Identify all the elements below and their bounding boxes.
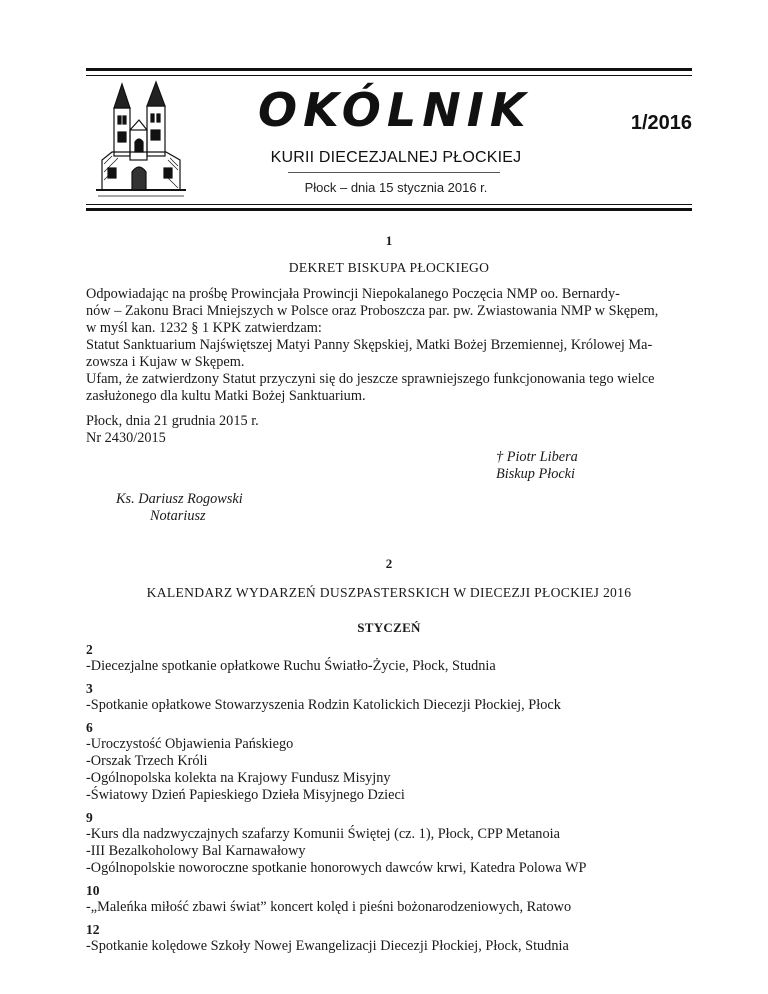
event-item: -„Maleńka miłość zbawi świat” koncert kolęd i pieśni bożonarodzeniowych, Ratowo bbox=[86, 899, 572, 915]
dateline: Płock – dnia 15 stycznia 2016 r. bbox=[304, 180, 488, 195]
notary-name: Ks. Dariusz Rogowski bbox=[116, 491, 243, 507]
calendar-day bbox=[86, 809, 692, 877]
calendar-day bbox=[86, 680, 692, 714]
decree-ref-number: Nr 2430/2015 bbox=[86, 430, 166, 446]
decree-para2-l2: zowsza i Kujaw w Skępem. bbox=[86, 354, 245, 370]
header-bottom-rule-thin bbox=[86, 204, 692, 205]
document-body bbox=[86, 232, 692, 955]
event-item: -III Bezalkoholowy Bal Karnawałowy bbox=[86, 843, 306, 859]
day-number: 2 bbox=[86, 642, 93, 657]
section-1-number: 1 bbox=[385, 233, 393, 248]
event-item: -Uroczystość Objawienia Pańskiego bbox=[86, 736, 294, 752]
calendar-list bbox=[86, 641, 692, 955]
day-number: 12 bbox=[86, 922, 100, 937]
church-logo bbox=[92, 80, 190, 200]
decree-para3-l1: Ufam, że zatwierdzony Statut przyczyni się do jeszcze sprawniejszego funkcjonowania tego wielce bbox=[86, 371, 655, 387]
day-number: 3 bbox=[86, 681, 93, 696]
section-2-number: 2 bbox=[385, 556, 393, 571]
day-number: 6 bbox=[86, 720, 93, 735]
calendar-day bbox=[86, 882, 692, 916]
decree-para1-l3: w myśl kan. 1232 § 1 KPK zatwierdzam: bbox=[86, 320, 322, 336]
day-number: 9 bbox=[86, 810, 93, 825]
event-item: -Ogólnopolska kolekta na Krajowy Fundusz Misyjny bbox=[86, 770, 391, 786]
calendar-day bbox=[86, 719, 692, 804]
day-number: 10 bbox=[86, 883, 100, 898]
event-item: -Spotkanie kolędowe Szkoły Nowej Ewangelizacji Diecezji Płockiej, Płock, Studnia bbox=[86, 938, 569, 954]
calendar-day bbox=[86, 641, 692, 675]
masthead-title: OKÓLNIK bbox=[258, 83, 532, 137]
decree-para1-l2: nów – Zakonu Braci Mniejszych w Polsce oraz Proboszcza par. pw. Zwiastowania NMP w Skępem, bbox=[86, 303, 659, 319]
bishop-title: Biskup Płocki bbox=[496, 466, 576, 482]
section-1-title: DEKRET BISKUPA PŁOCKIEGO bbox=[288, 260, 490, 275]
header-top-rule bbox=[86, 68, 692, 71]
bishop-name: † Piotr Libera bbox=[496, 449, 578, 465]
header-top-rule-thin bbox=[86, 75, 692, 76]
event-item: -Orszak Trzech Króli bbox=[86, 753, 208, 769]
event-item: -Diecezjalne spotkanie opłatkowe Ruchu Światło-Życie, Płock, Studnia bbox=[86, 658, 496, 674]
event-item: -Ogólnopolskie noworoczne spotkanie honorowych dawców krwi, Katedra Polowa WP bbox=[86, 860, 587, 876]
decree-place-date: Płock, dnia 21 grudnia 2015 r. bbox=[86, 413, 259, 429]
decree-para1-l1: Odpowiadając na prośbę Prowincjała Prowincji Niepokalanego Poczęcia NMP oo. Bernardy- bbox=[86, 286, 620, 302]
subtitle-rule bbox=[288, 172, 500, 173]
masthead-subtitle: KURII DIECEZJALNEJ PŁOCKIEJ bbox=[270, 149, 522, 166]
calendar-day bbox=[86, 921, 692, 955]
event-item: -Kurs dla nadzwyczajnych szafarzy Komunii Świętej (cz. 1), Płock, CPP Metanoia bbox=[86, 826, 560, 842]
section-2-title: KALENDARZ WYDARZEŃ DUSZPASTERSKICH W DIECEZJI PŁOCKIEJ 2016 bbox=[146, 585, 632, 600]
notary-title: Notariusz bbox=[150, 508, 206, 524]
event-item: -Światowy Dzień Papieskiego Dzieła Misyjnego Dzieci bbox=[86, 787, 405, 803]
header-bottom-rule bbox=[86, 208, 692, 211]
issue-number: 1/2016 bbox=[630, 112, 692, 134]
decree-text bbox=[86, 286, 692, 405]
decree-para2-l1: Statut Sanktuarium Najświętszej Matyi Panny Skępskiej, Matki Bożej Brzemiennej, Królowej Ma- bbox=[86, 337, 653, 353]
decree-para3-l2: zasłużonego dla kultu Matki Bożej Sanktuarium. bbox=[86, 388, 366, 404]
month-heading: STYCZEŃ bbox=[357, 620, 421, 635]
event-item: -Spotkanie opłatkowe Stowarzyszenia Rodzin Katolickich Diecezji Płockiej, Płock bbox=[86, 697, 561, 713]
